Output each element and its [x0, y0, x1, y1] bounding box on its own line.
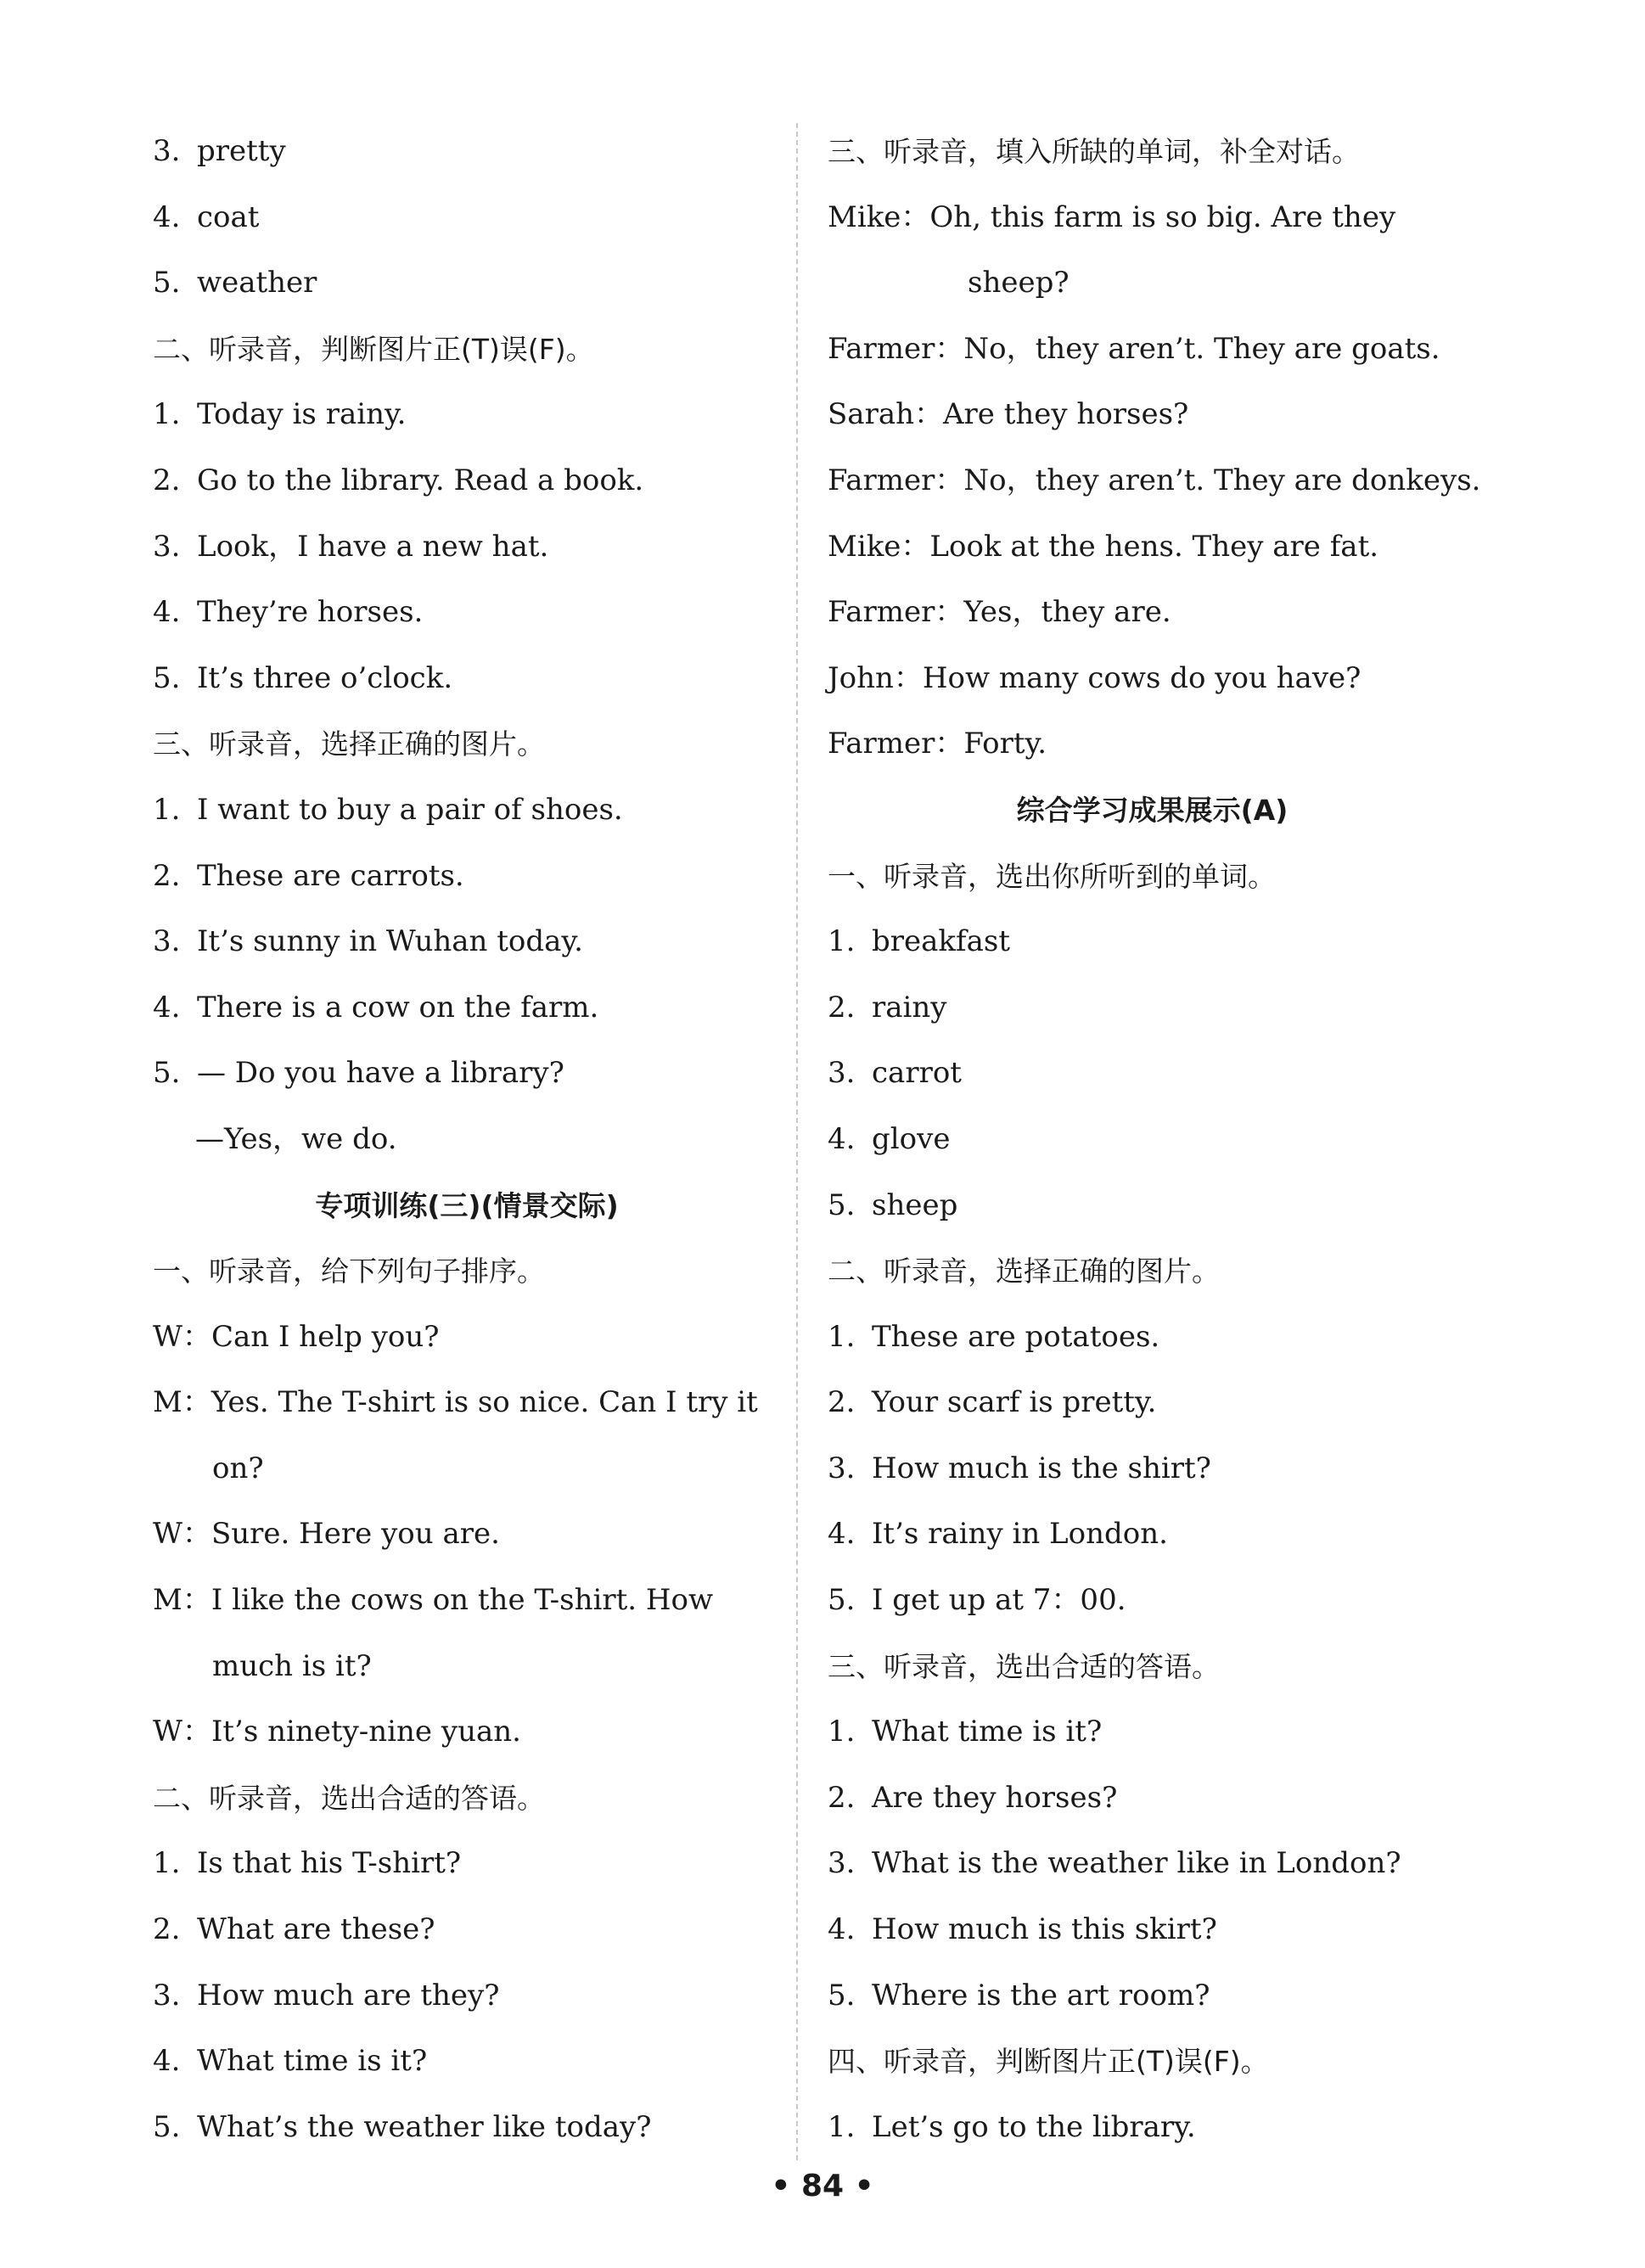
- item-text: They’re horses.: [197, 595, 424, 630]
- item-number: 3.: [153, 924, 181, 959]
- dialog-line: [153, 1502, 781, 1568]
- dialog-text: Can I help you?: [211, 1319, 440, 1354]
- item-text: Let’s go to the library.: [872, 2109, 1196, 2144]
- speaker-label: M：: [153, 1385, 211, 1420]
- item-number: 2.: [153, 858, 181, 893]
- dialog-line: [828, 580, 1477, 646]
- item-number: 3.: [153, 1978, 181, 2013]
- list-item: [153, 382, 781, 448]
- list-item: [828, 2095, 1477, 2161]
- dialog-text: No，they aren’t. They are donkeys.: [963, 463, 1481, 497]
- list-item: [153, 909, 781, 975]
- item-text: It’s rainy in London.: [872, 1517, 1168, 1552]
- item-number: 3.: [153, 529, 181, 564]
- item-number: 4.: [828, 1517, 856, 1552]
- list-item: [828, 1699, 1477, 1766]
- list-item: [828, 1831, 1477, 1897]
- dialog-text: No，they aren’t. They are goats.: [963, 331, 1440, 366]
- item-text: breakfast: [872, 924, 1010, 959]
- dialog-text: Look at the hens. They are fat.: [929, 529, 1379, 564]
- item-text: What time is it?: [197, 2044, 428, 2079]
- item-text: pretty: [197, 134, 286, 168]
- speaker-label: Mike：: [828, 529, 930, 564]
- dialog-line: [153, 1568, 781, 1634]
- item-number: 5.: [828, 1187, 856, 1222]
- item-number: 2.: [153, 1912, 181, 1947]
- speaker-label: Farmer：: [828, 727, 964, 761]
- item-text: What time is it?: [872, 1715, 1103, 1749]
- list-item: [153, 778, 781, 844]
- list-item: [153, 514, 781, 581]
- item-text: — Do you have a library?: [197, 1056, 564, 1091]
- item-number: 1.: [828, 1319, 856, 1354]
- item-number: 3.: [153, 134, 181, 168]
- list-item: [153, 2095, 781, 2161]
- section-heading: 二、听录音，判断图片正(T)误(F)。: [153, 332, 594, 366]
- list-item: [153, 2029, 781, 2095]
- item-number: 4.: [153, 199, 181, 234]
- section-heading: 二、听录音，选择正确的图片。: [828, 1255, 1220, 1288]
- section-heading: 二、听录音，选出合适的答语。: [153, 1781, 545, 1815]
- item-text: It’s sunny in Wuhan today.: [197, 924, 583, 959]
- item-number: 1.: [153, 1846, 181, 1881]
- section-heading: 一、听录音，选出你所听到的单词。: [828, 859, 1276, 893]
- dialog-line: [153, 1699, 781, 1766]
- item-number: 5.: [153, 266, 181, 300]
- item-number: 5.: [153, 2109, 181, 2144]
- dialog-line: [828, 448, 1481, 514]
- item-text: I want to buy a pair of shoes.: [197, 792, 623, 827]
- speaker-label: Farmer：: [828, 331, 964, 366]
- item-text: I get up at 7：00.: [872, 1583, 1126, 1618]
- item-text: It’s three o’clock.: [197, 660, 453, 695]
- item-text: What are these?: [197, 1912, 435, 1947]
- item-number: 4.: [153, 990, 181, 1025]
- dialog-line: [153, 1370, 781, 1436]
- dialog-text: Sure. Here you are.: [211, 1517, 500, 1552]
- list-item: [828, 1370, 1477, 1436]
- dialog-line: [828, 646, 1477, 712]
- item-number: 5.: [153, 660, 181, 695]
- dialog-text: How many cows do you have?: [922, 660, 1361, 695]
- dialog-line: [828, 185, 1477, 251]
- list-item: [828, 975, 1477, 1041]
- item-number: 1.: [828, 2109, 856, 2144]
- item-number: 5.: [828, 1583, 856, 1618]
- list-item: [153, 844, 781, 910]
- speaker-label: Farmer：: [828, 463, 964, 497]
- page-number: • 84 •: [771, 2169, 874, 2203]
- dialog-line: [828, 382, 1477, 448]
- item-text: glove: [872, 1121, 951, 1156]
- dialog-text: Are they horses?: [942, 397, 1189, 432]
- item-number: 2.: [828, 990, 856, 1025]
- speaker-label: John：: [828, 660, 923, 695]
- list-item: [828, 1305, 1477, 1371]
- item-number: 5.: [153, 1056, 181, 1091]
- list-item: [153, 1041, 781, 1107]
- list-item: [153, 119, 781, 185]
- list-item: [828, 1766, 1477, 1832]
- item-number: 4.: [153, 2044, 181, 2079]
- item-number: 3.: [828, 1056, 856, 1091]
- continuation-line: —Yes，we do.: [195, 1121, 397, 1156]
- continuation-line: on?: [212, 1451, 264, 1485]
- item-number: 2.: [828, 1385, 856, 1420]
- item-text: carrot: [872, 1056, 962, 1091]
- list-item: [153, 1831, 781, 1897]
- list-item: [828, 1568, 1477, 1634]
- list-item: [153, 250, 781, 317]
- dialog-text: Oh, this farm is so big. Are they: [929, 199, 1396, 234]
- dialog-line: [828, 514, 1477, 581]
- section-heading: 三、听录音，选出合适的答语。: [828, 1649, 1220, 1683]
- item-text: There is a cow on the farm.: [197, 990, 599, 1025]
- right-column: [828, 119, 1481, 2160]
- item-text: rainy: [872, 990, 947, 1025]
- speaker-label: W：: [153, 1319, 211, 1354]
- item-text: These are potatoes.: [872, 1319, 1160, 1354]
- item-number: 4.: [828, 1912, 856, 1947]
- list-item: [828, 909, 1477, 975]
- section-heading: 三、听录音，选择正确的图片。: [153, 727, 545, 761]
- item-text: What’s the weather like today?: [197, 2109, 652, 2144]
- list-item: [828, 1107, 1477, 1173]
- continuation-line: sheep?: [968, 266, 1070, 300]
- dialog-line: [153, 1305, 781, 1371]
- list-item: [828, 1436, 1477, 1502]
- section-heading: 一、听录音，给下列句子排序。: [153, 1255, 545, 1288]
- item-number: 5.: [828, 1978, 856, 2013]
- item-text: Look，I have a new hat.: [197, 529, 549, 564]
- item-text: Are they horses?: [872, 1780, 1118, 1815]
- item-number: 1.: [828, 1715, 856, 1749]
- list-item: [828, 1502, 1477, 1568]
- list-item: [153, 185, 781, 251]
- item-number: 4.: [828, 1121, 856, 1156]
- speaker-label: W：: [153, 1715, 211, 1749]
- speaker-label: W：: [153, 1517, 211, 1552]
- column-divider: [796, 123, 798, 2160]
- dialog-text: I like the cows on the T-shirt. How: [211, 1583, 714, 1618]
- item-text: How much is this skirt?: [872, 1912, 1217, 1947]
- item-number: 3.: [828, 1846, 856, 1881]
- dialog-text: It’s ninety-nine yuan.: [211, 1715, 521, 1749]
- dialog-text: Yes. The T-shirt is so nice. Can I try it: [211, 1385, 758, 1420]
- section-title: 综合学习成果展示(A): [1016, 793, 1288, 827]
- list-item: [828, 1897, 1477, 1963]
- continuation-line: much is it?: [212, 1648, 372, 1683]
- speaker-label: Mike：: [828, 199, 930, 234]
- item-text: Your scarf is pretty.: [872, 1385, 1157, 1420]
- dialog-line: [828, 711, 1477, 778]
- item-number: 4.: [153, 595, 181, 630]
- speaker-label: M：: [153, 1583, 211, 1618]
- item-text: How much is the shirt?: [872, 1451, 1211, 1485]
- speaker-label: Farmer：: [828, 595, 964, 630]
- section-heading: 四、听录音，判断图片正(T)误(F)。: [828, 2045, 1269, 2079]
- list-item: [153, 448, 781, 514]
- item-number: 1.: [153, 397, 181, 432]
- list-item: [153, 1897, 781, 1963]
- item-text: These are carrots.: [197, 858, 464, 893]
- item-text: sheep: [872, 1187, 958, 1222]
- dialog-line: [828, 317, 1477, 383]
- item-text: coat: [197, 199, 260, 234]
- list-item: [828, 1173, 1477, 1239]
- item-number: 2.: [828, 1780, 856, 1815]
- item-number: 1.: [153, 792, 181, 827]
- list-item: [828, 1041, 1477, 1107]
- item-text: How much are they?: [197, 1978, 500, 2013]
- item-number: 2.: [153, 463, 181, 497]
- item-text: Is that his T-shirt?: [197, 1846, 462, 1881]
- item-text: weather: [197, 266, 317, 300]
- list-item: [828, 1963, 1477, 2029]
- left-column: [153, 119, 781, 2160]
- section-heading: 三、听录音，填入所缺的单词，补全对话。: [828, 135, 1360, 168]
- list-item: [153, 975, 781, 1041]
- list-item: [153, 1963, 781, 2029]
- item-number: 3.: [828, 1451, 856, 1485]
- list-item: [153, 580, 781, 646]
- item-text: What is the weather like in London?: [872, 1846, 1401, 1881]
- section-title: 专项训练(三)(情景交际): [315, 1188, 619, 1222]
- item-text: Go to the library. Read a book.: [197, 463, 644, 497]
- item-text: Today is rainy.: [197, 397, 407, 432]
- dialog-text: Forty.: [963, 727, 1047, 761]
- list-item: [153, 646, 781, 712]
- item-number: 1.: [828, 924, 856, 959]
- dialog-text: Yes，they are.: [963, 595, 1171, 630]
- item-text: Where is the art room?: [872, 1978, 1210, 2013]
- speaker-label: Sarah：: [828, 397, 943, 432]
